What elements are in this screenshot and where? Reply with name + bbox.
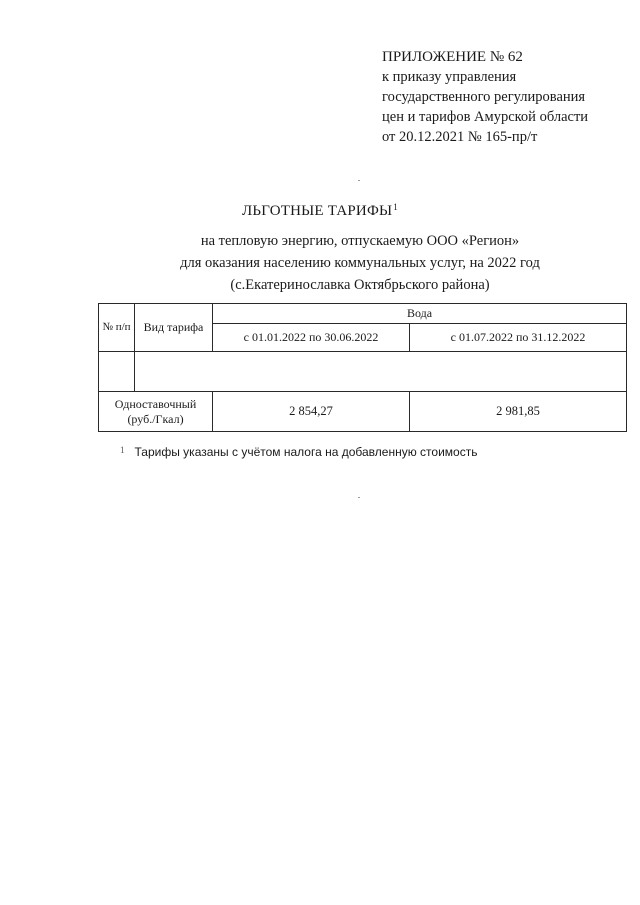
row-tariff-type: Одноставочный (руб./Гкал) (99, 392, 213, 432)
header-tariff-type: Вид тарифа (135, 304, 213, 352)
row-value-period-2: 2 981,85 (410, 392, 627, 432)
subtitle-line: на тепловую энергию, отпускаемую ООО «Регион» (200, 233, 520, 249)
document-subtitle (20, 230, 640, 296)
header-period-2: с 01.07.2022 по 31.12.2022 (410, 324, 627, 352)
scan-speck (358, 180, 360, 181)
appendix-line: государственного регулирования (382, 89, 586, 105)
footnote-mark: 1 (120, 445, 125, 455)
row-value-period-1: 2 854,27 (213, 392, 410, 432)
tariff-table (98, 303, 627, 432)
footnote (120, 445, 477, 459)
header-number: № п/п (99, 304, 135, 352)
header-water: Вода (213, 304, 627, 324)
document-title (0, 203, 640, 220)
appendix-order-date: от 20.12.2021 № 165-пр/т (382, 129, 538, 145)
appendix-block (382, 47, 632, 147)
appendix-title: ПРИЛОЖЕНИЕ № 62 (382, 49, 523, 65)
subtitle-line: для оказания населению коммунальных услуг, на 2022 год (180, 255, 540, 271)
scan-speck (358, 497, 360, 498)
title-footnote-mark: 1 (393, 202, 398, 212)
empty-cell (135, 352, 627, 392)
title-text: ЛЬГОТНЫЕ ТАРИФЫ (242, 203, 393, 219)
footnote-text: Тарифы указаны с учётом налога на добавленную стоимость (134, 445, 478, 459)
table-row (99, 392, 627, 432)
appendix-line: к приказу управления (382, 69, 517, 85)
appendix-line: цен и тарифов Амурской области (382, 109, 589, 125)
header-period-1: с 01.01.2022 по 30.06.2022 (213, 324, 410, 352)
subtitle-line: (с.Екатеринославка Октябрьского района) (230, 277, 490, 293)
empty-cell (99, 352, 135, 392)
